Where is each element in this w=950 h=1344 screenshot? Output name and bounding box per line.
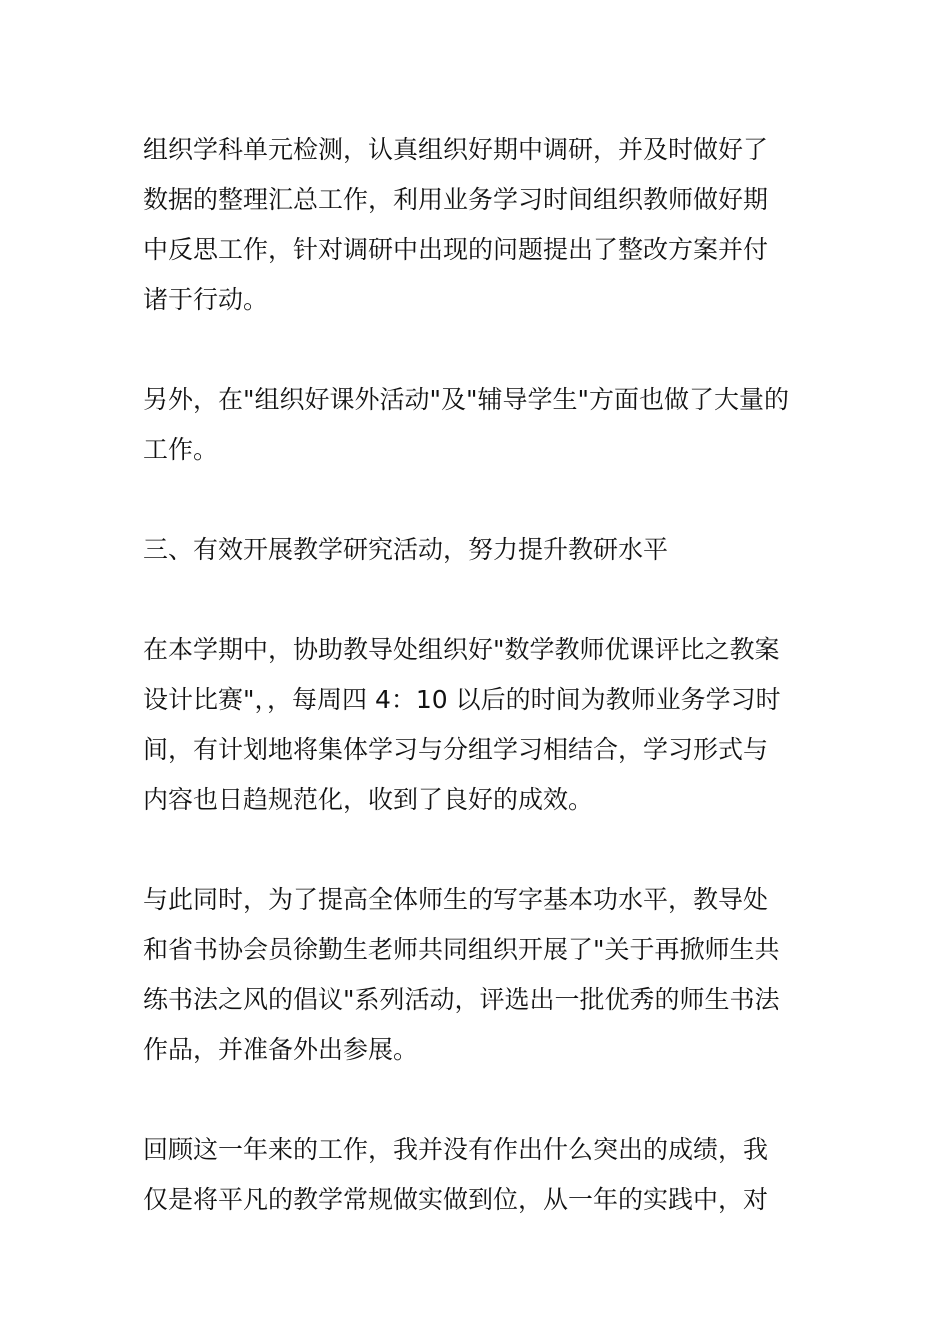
text-line: 内容也日趋规范化，收到了良好的成效。 xyxy=(143,785,594,814)
text-line: 数据的整理汇总工作，利用业务学习时间组织教师做好期 xyxy=(143,185,769,214)
paragraph-5 xyxy=(143,1125,813,1225)
text-line: 组织学科单元检测，认真组织好期中调研，并及时做好了 xyxy=(143,135,769,164)
text-line: 回顾这一年来的工作，我并没有作出什么突出的成绩，我 xyxy=(143,1135,769,1164)
text-line: 练书法之风的倡议"系列活动，评选出一批优秀的师生书法 xyxy=(143,985,780,1014)
paragraph-1 xyxy=(143,125,813,325)
paragraph-3 xyxy=(143,625,813,825)
text-line: 与此同时，为了提高全体师生的写字基本功水平，教导处 xyxy=(143,885,769,914)
paragraph-4 xyxy=(143,875,813,1075)
text-line: 设计比赛"，，每周四 4：10 以后的时间为教师业务学习时 xyxy=(143,685,781,714)
document-body xyxy=(143,125,813,1275)
text-line: 作品，并准备外出参展。 xyxy=(143,1035,419,1064)
text-line: 和省书协会员徐勤生老师共同组织开展了"关于再掀师生共 xyxy=(143,935,780,964)
text-line: 在本学期中，协助教导处组织好"数学教师优课评比之教案 xyxy=(143,635,780,664)
text-line: 另外，在"组织好课外活动"及"辅导学生"方面也做了大量的 xyxy=(143,385,789,414)
text-line: 诸于行动。 xyxy=(143,285,269,314)
section-heading xyxy=(143,525,813,575)
text-line: 间，有计划地将集体学习与分组学习相结合，学习形式与 xyxy=(143,735,769,764)
paragraph-2 xyxy=(143,375,813,475)
text-line: 中反思工作，针对调研中出现的问题提出了整改方案并付 xyxy=(143,235,769,264)
text-line: 工作。 xyxy=(143,435,219,464)
text-line: 仅是将平凡的教学常规做实做到位，从一年的实践中，对 xyxy=(143,1185,769,1214)
heading-line: 三、有效开展教学研究活动，努力提升教研水平 xyxy=(143,535,669,564)
